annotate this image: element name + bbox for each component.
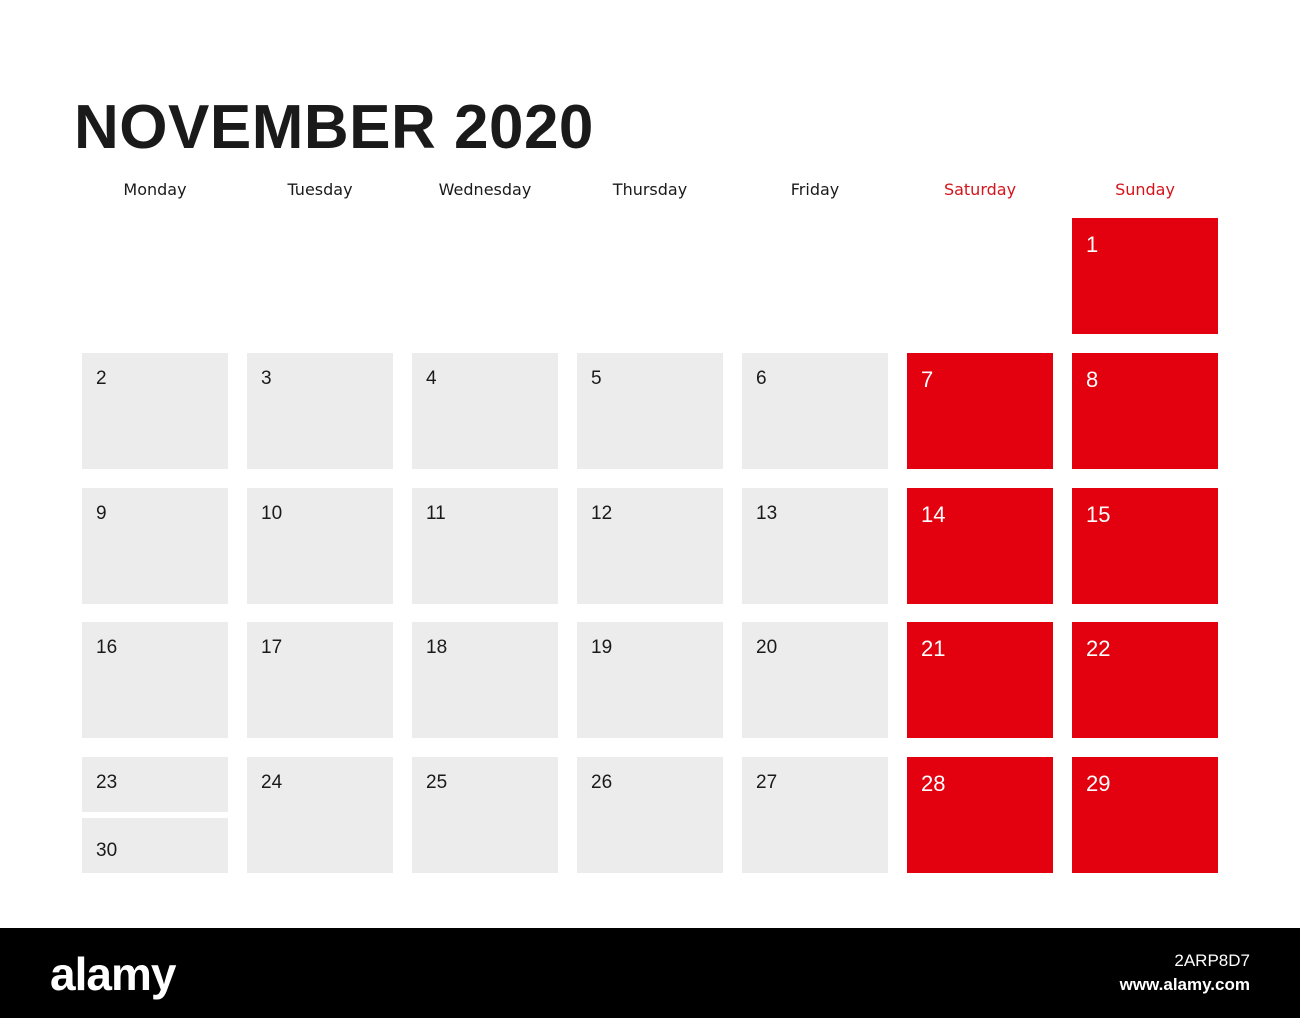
day-cell[interactable] <box>1072 757 1218 873</box>
day-cell[interactable] <box>907 488 1053 604</box>
day-cell[interactable] <box>82 757 228 812</box>
day-cell[interactable] <box>1072 218 1218 334</box>
day-cell[interactable] <box>907 622 1053 738</box>
day-number: 8 <box>1086 367 1099 392</box>
day-cell[interactable] <box>1072 622 1218 738</box>
day-number: 12 <box>591 503 613 524</box>
day-cell[interactable] <box>82 353 228 469</box>
day-number: 1 <box>1086 232 1099 257</box>
day-cell[interactable] <box>82 818 228 873</box>
day-cell[interactable] <box>412 757 558 873</box>
day-cell[interactable] <box>907 353 1053 469</box>
day-number: 9 <box>96 503 107 524</box>
day-number: 29 <box>1086 771 1111 796</box>
day-number: 27 <box>756 772 778 793</box>
day-number: 13 <box>756 503 778 524</box>
day-cell[interactable] <box>577 353 723 469</box>
day-number: 11 <box>426 503 446 524</box>
weekday-friday: Friday <box>790 180 840 199</box>
weekday-wednesday: Wednesday <box>438 180 532 199</box>
day-cell[interactable] <box>412 353 558 469</box>
day-number: 6 <box>756 368 767 389</box>
day-cell[interactable] <box>742 353 888 469</box>
day-number: 15 <box>1086 502 1111 527</box>
day-cell[interactable] <box>1072 353 1218 469</box>
day-number: 3 <box>261 368 272 389</box>
day-cell[interactable] <box>577 622 723 738</box>
day-number: 24 <box>261 772 283 793</box>
day-number: 7 <box>921 367 934 392</box>
day-cell[interactable] <box>247 622 393 738</box>
day-number: 17 <box>261 637 283 658</box>
day-cell[interactable] <box>412 622 558 738</box>
day-number: 10 <box>261 503 283 524</box>
day-number: 30 <box>96 840 118 861</box>
day-cell[interactable] <box>247 488 393 604</box>
weekday-monday: Monday <box>123 180 187 199</box>
day-number: 16 <box>96 637 118 658</box>
day-cell[interactable] <box>247 757 393 873</box>
day-number: 28 <box>921 771 946 796</box>
day-number: 23 <box>96 772 118 793</box>
day-number: 20 <box>756 637 778 658</box>
day-number: 25 <box>426 772 448 793</box>
calendar-title: NOVEMBER 2020 <box>74 93 594 162</box>
image-id: 2ARP8D7 <box>1174 951 1250 970</box>
day-cell[interactable] <box>907 757 1053 873</box>
day-cell[interactable] <box>247 353 393 469</box>
day-cell[interactable] <box>577 757 723 873</box>
day-number: 18 <box>426 637 448 658</box>
alamy-logo: alamy <box>50 948 176 1000</box>
day-cell[interactable] <box>742 488 888 604</box>
day-number: 4 <box>426 368 437 389</box>
day-cell[interactable] <box>82 622 228 738</box>
day-cell[interactable] <box>742 757 888 873</box>
day-number: 21 <box>921 636 946 661</box>
weekday-sunday: Sunday <box>1115 180 1175 199</box>
weekday-tuesday: Tuesday <box>287 180 353 199</box>
day-cell[interactable] <box>1072 488 1218 604</box>
day-cell[interactable] <box>742 622 888 738</box>
day-number: 2 <box>96 368 107 389</box>
day-number: 14 <box>921 502 946 527</box>
weekday-saturday: Saturday <box>943 180 1017 199</box>
day-number: 19 <box>591 637 613 658</box>
watermark-footer <box>0 928 1300 1018</box>
day-cell[interactable] <box>412 488 558 604</box>
day-cell[interactable] <box>82 488 228 604</box>
day-cell[interactable] <box>577 488 723 604</box>
site-url: www.alamy.com <box>1119 975 1250 994</box>
day-number: 26 <box>591 772 613 793</box>
day-number: 5 <box>591 368 602 389</box>
day-number: 22 <box>1086 636 1111 661</box>
weekday-thursday: Thursday <box>612 180 688 199</box>
